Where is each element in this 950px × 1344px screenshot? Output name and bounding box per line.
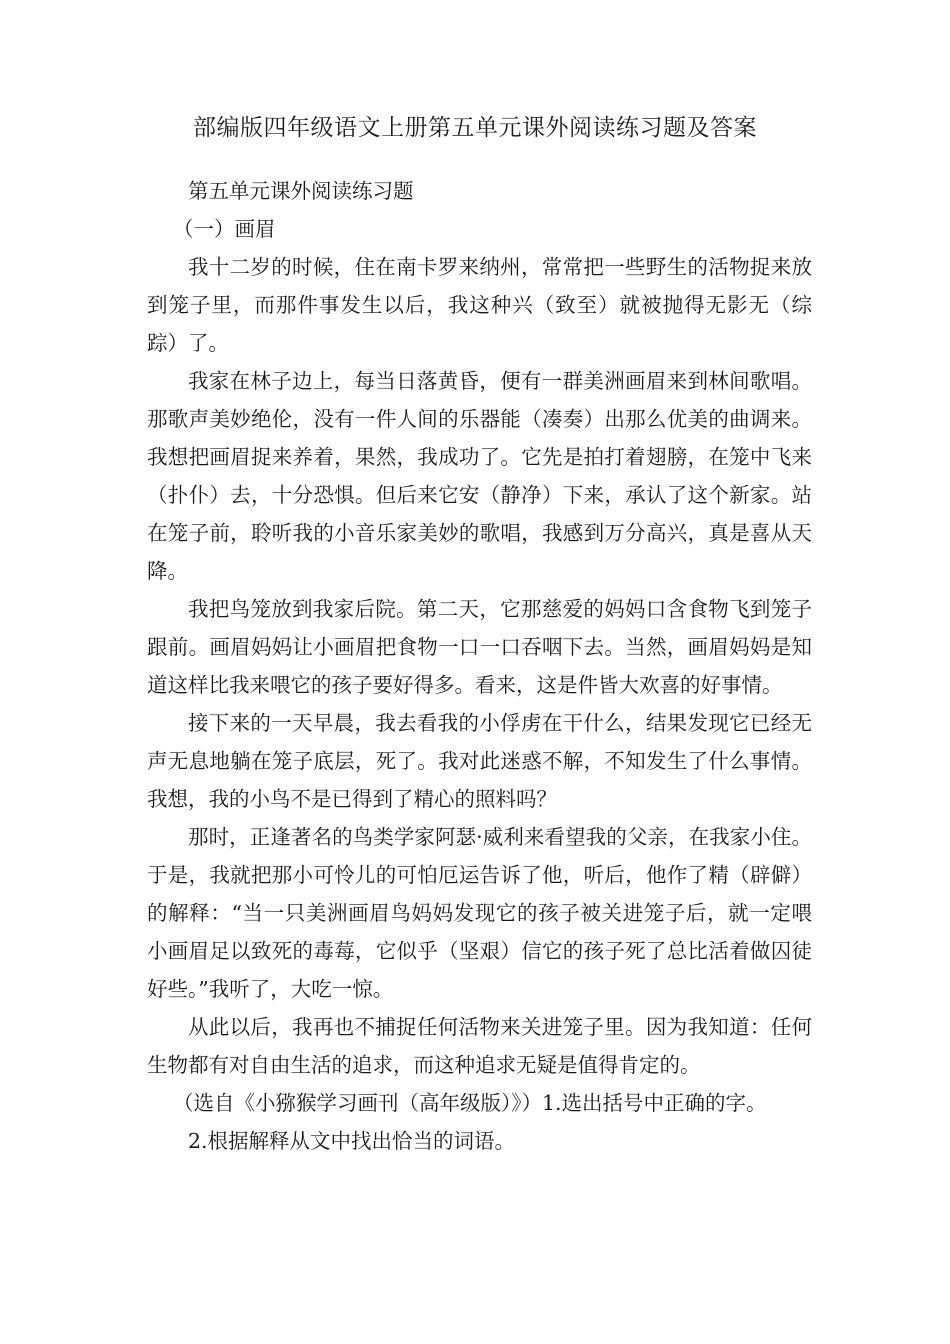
- paragraph-6: 从此以后，我再也不捕捉任何活物来关进笼子里。因为我知道：任何生物都有对自由生活的追求，而这种追求无疑是值得肯定的。: [147, 1015, 812, 1077]
- section-heading: 第五单元课外阅读练习题: [188, 179, 414, 203]
- paragraph-4: 接下来的一天早晨，我去看我的小俘虏在干什么，结果发现它已经无声无息地躺在笼子底层，死了。我对此迷惑不解，不知发生了什么事情。我想，我的小鸟不是已得到了精心的照料吗？: [147, 711, 812, 811]
- paragraph-1: 我十二岁的时候，住在南卡罗来纳州，常常把一些野生的活物捉来放到笼子里，而那件事发生以后，我这种兴（致至）就被抛得无影无（综踪）了。: [147, 255, 812, 355]
- document-body: [147, 172, 812, 1160]
- document-title: 部编版四年级语文上册第五单元课外阅读练习题及答案: [193, 115, 757, 141]
- paragraph-2: 我家在林子边上，每当日落黄昏，便有一群美洲画眉来到林间歌唱。那歌声美妙绝伦，没有一件人间的乐器能（凑奏）出那么优美的曲调来。我想把画眉捉来养着，果然，我成功了。它先是拍打着翅膀，在笼中飞来（扑仆）去，十分恐惧。但后来它安（静净）下来，承认了这个新家。站在笼子前，聆听我的小音乐家美妙的歌唱，我感到万分高兴，真是喜从天降。: [147, 369, 812, 583]
- paragraph-5: 那时，正逢著名的鸟类学家阿瑟·威利来看望我的父亲，在我家小住。于是，我就把那小可怜儿的可怕厄运告诉了他，听后，他作了精（辟僻）的解释：“当一只美洲画眉鸟妈妈发现它的孩子被关进笼子后，就一定喂小画眉足以致死的毒莓，它似乎（坚艰）信它的孩子死了总比活着做囚徒好些。”我听了，大吃一惊。: [147, 825, 812, 1001]
- source-and-question-1: （选自《小猕猴学习画刊（高年级版）》）1.选出括号中正确的字。: [173, 1091, 767, 1115]
- passage-heading: （一）画眉: [173, 217, 276, 241]
- question-2: 2.根据解释从文中找出恰当的词语。: [188, 1129, 516, 1153]
- paragraph-3: 我把鸟笼放到我家后院。第二天，它那慈爱的妈妈口含食物飞到笼子跟前。画眉妈妈让小画眉把食物一口一口吞咽下去。当然，画眉妈妈是知道这样比我来喂它的孩子要好得多。看来，这是件皆大欢喜的好事情。: [147, 597, 812, 697]
